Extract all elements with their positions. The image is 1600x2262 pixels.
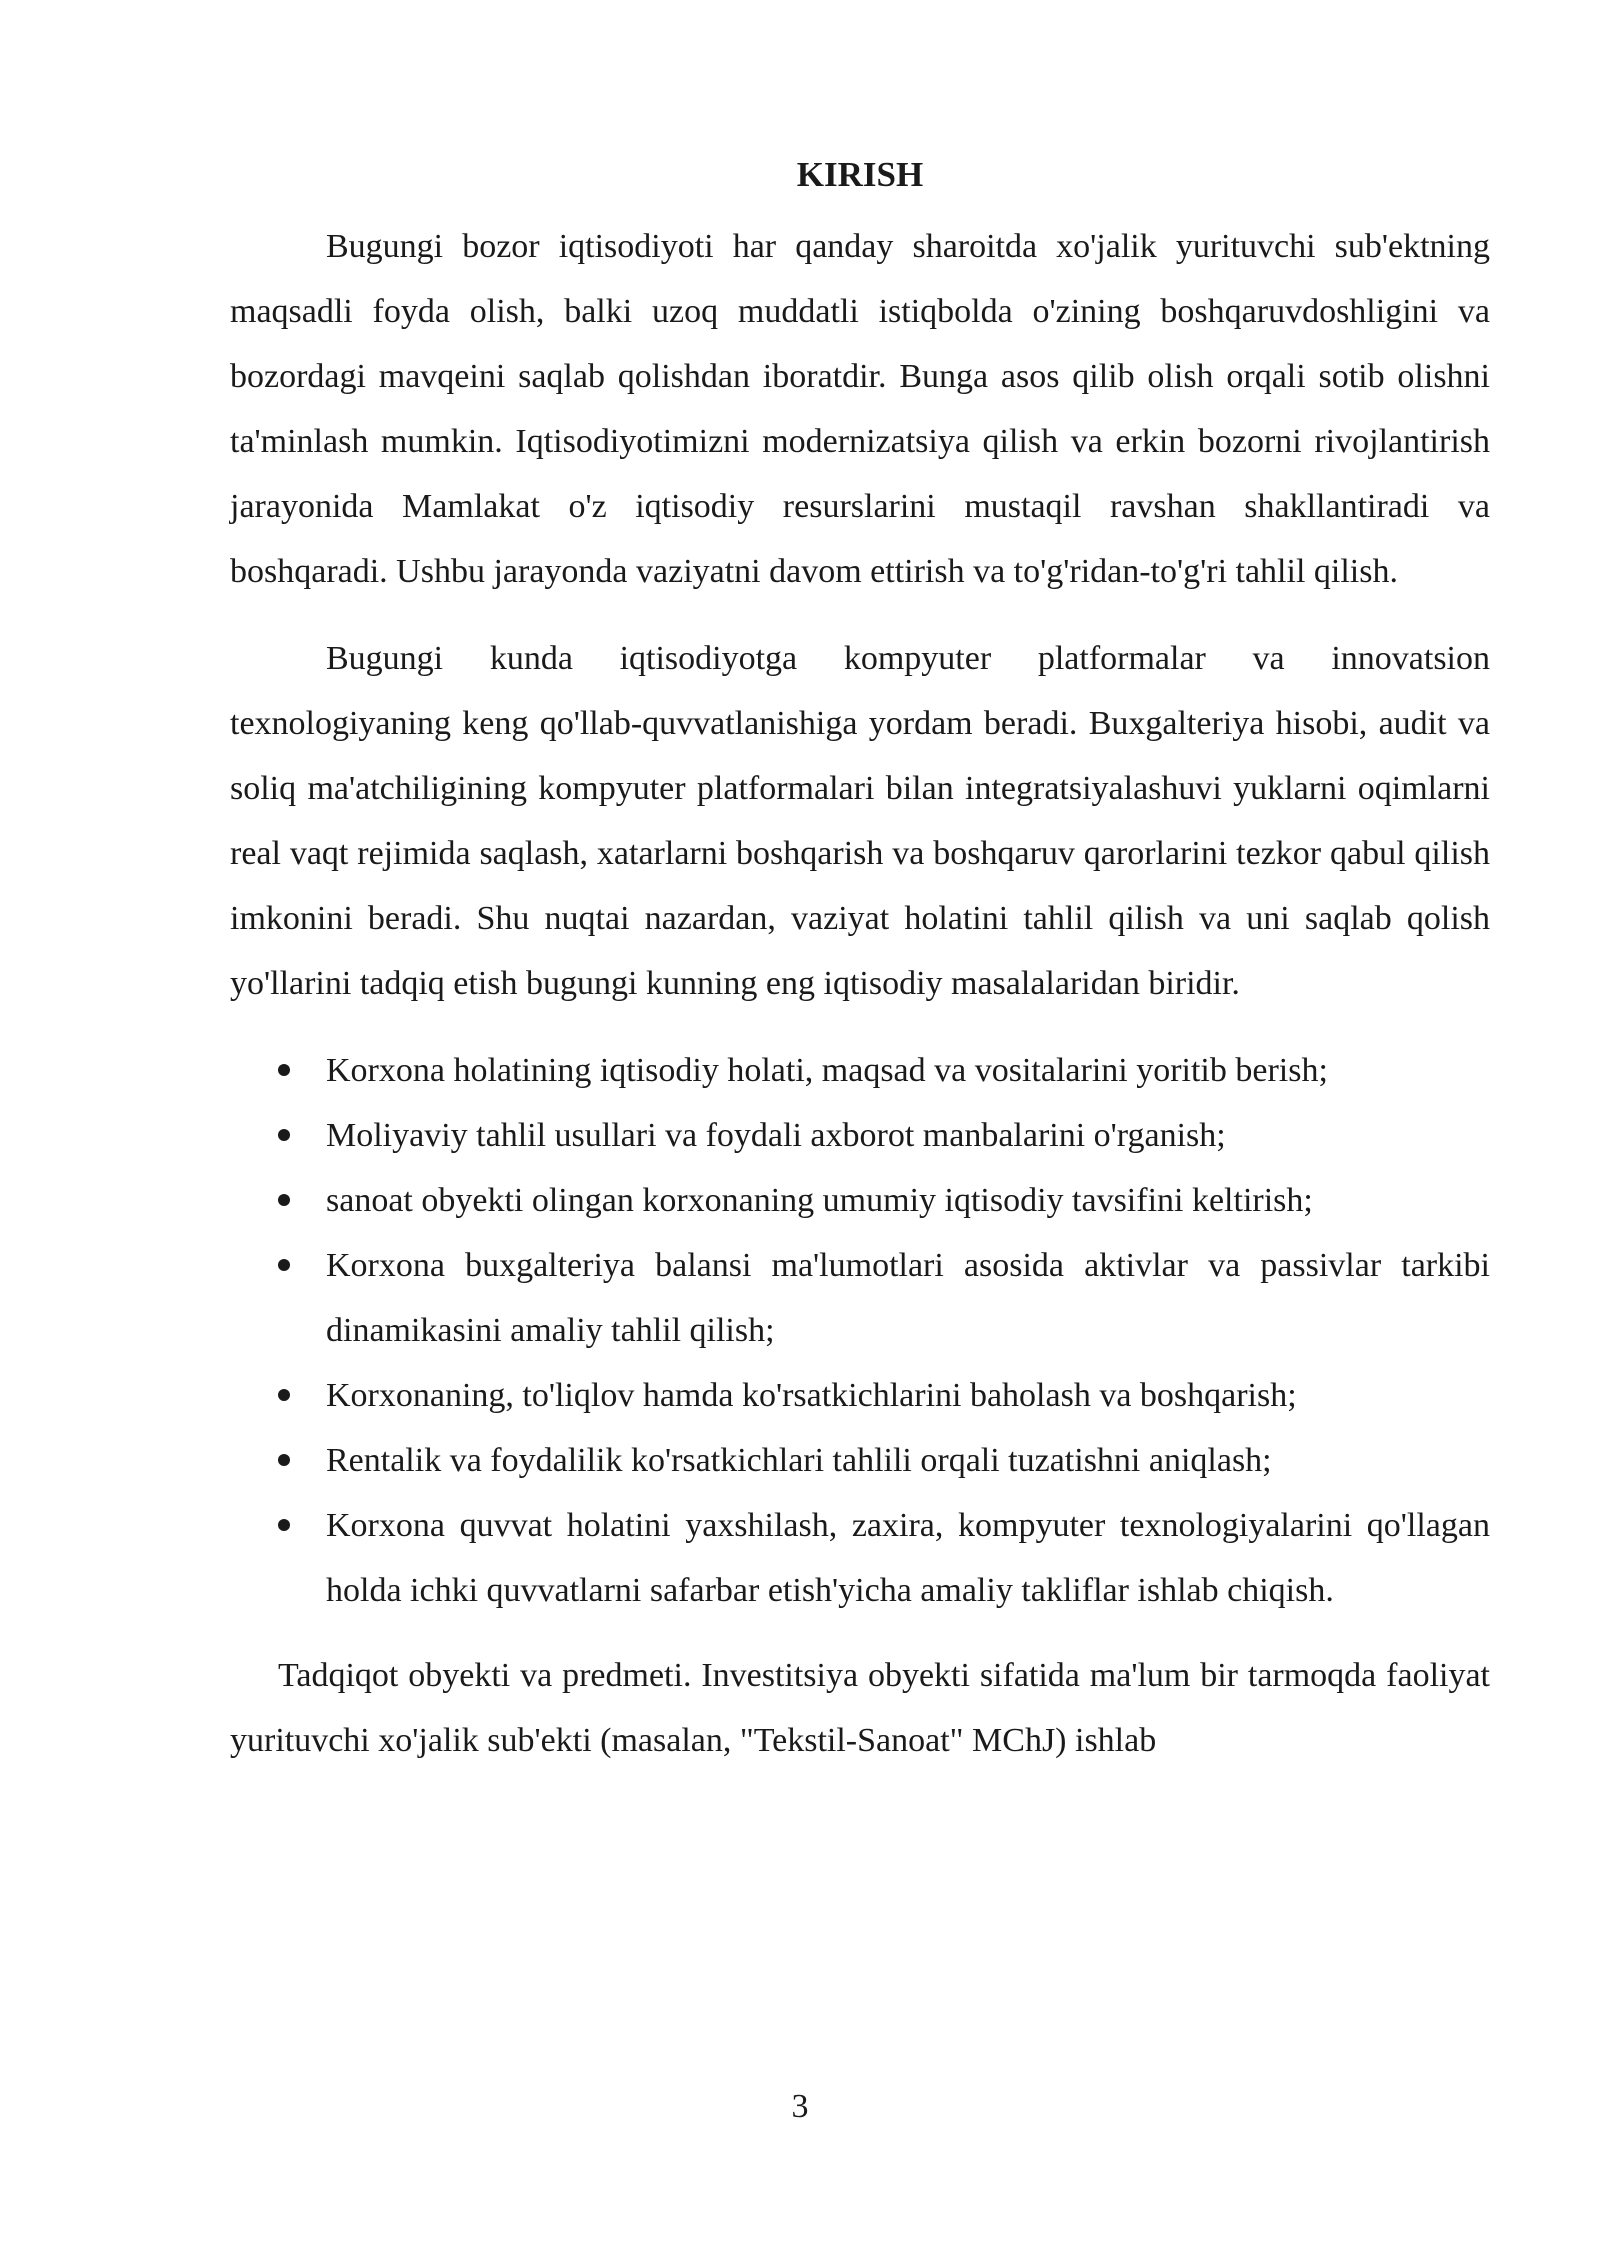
- task-list: [230, 1038, 1490, 1623]
- list-item-text: Korxona holatining iqtisodiy holati, maqsad va vositalarini yoritib berish;: [326, 1052, 1328, 1089]
- bullet-icon: [278, 1194, 290, 1206]
- paragraph-1: Bugungi bozor iqtisodiyoti har qanday sharoitda xo'jalik yurituvchi sub'ektning maqsadli foyda olish, balki uzoq muddatli istiqbolda o'zining boshqaruvdoshligini va bozordagi mavqeini saqlab qolishdan iboratdir. Bunga asos qilib olish orqali sotib olishni ta'minlash mumkin. Iqtisodiyotimizni modernizatsiya qilish va erkin bozorni rivojlantirish jarayonida Mamlakat o'z iqtisodiy resurslarini mustaqil ravshan shakllantiradi va boshqaradi. Ushbu jarayonda vaziyatni davom ettirish va to'g'ridan-to'g'ri tahlil qilish.: [230, 228, 1490, 590]
- list-item: [230, 1363, 1490, 1428]
- list-item: [230, 1103, 1490, 1168]
- page-title: KIRISH: [796, 155, 924, 194]
- bullet-icon: [278, 1454, 290, 1466]
- bullet-icon: [278, 1389, 290, 1401]
- bullet-icon: [278, 1064, 290, 1076]
- list-item: [230, 1493, 1490, 1623]
- document-page: [230, 150, 1490, 1795]
- list-item-text: Moliyaviy tahlil usullari va foydali axborot manbalarini o'rganish;: [326, 1117, 1226, 1154]
- list-item-text: sanoat obyekti olingan korxonaning umumiy iqtisodiy tavsifini keltirish;: [326, 1182, 1313, 1219]
- page-number: 3: [791, 2088, 809, 2125]
- paragraph-2: Bugungi kunda iqtisodiyotga kompyuter platformalar va innovatsion texnologiyaning keng qo'llab-quvvatlanishiga yordam beradi. Buxgalteriya hisobi, audit va soliq ma'atchiligining kompyuter platformalari bilan integratsiyalashuvi yuklarni oqimlarni real vaqt rejimida saqlash, xatarlarni boshqarish va boshqaruv qarorlarini tezkor qabul qilish imkonini beradi. Shu nuqtai nazardan, vaziyat holatini tahlil qilish va uni saqlab qolish yo'llarini tadqiq etish bugungi kunning eng iqtisodiy masalalaridan biridir.: [230, 640, 1490, 1002]
- closing-paragraph: Tadqiqot obyekti va predmeti. Investitsiya obyekti sifatida ma'lum bir tarmoqda faoliyat yurituvchi xo'jalik sub'ekti (masalan, "Tekstil-Sanoat" MChJ) ishlab: [230, 1657, 1490, 1759]
- bullet-icon: [278, 1129, 290, 1141]
- list-item-text: Korxonaning, to'liqlov hamda ko'rsatkichlarini baholash va boshqarish;: [326, 1377, 1297, 1414]
- bullet-icon: [278, 1519, 290, 1531]
- list-item-text: Korxona buxgalteriya balansi ma'lumotlari asosida aktivlar va passivlar tarkibi dinamikasini amaliy tahlil qilish;: [326, 1247, 1490, 1349]
- list-item: [230, 1428, 1490, 1493]
- list-item: [230, 1168, 1490, 1233]
- list-item-text: Rentalik va foydalilik ko'rsatkichlari tahlili orqali tuzatishni aniqlash;: [326, 1442, 1272, 1479]
- list-item: [230, 1038, 1490, 1103]
- bullet-icon: [278, 1259, 290, 1271]
- list-item: [230, 1233, 1490, 1363]
- list-item-text: Korxona quvvat holatini yaxshilash, zaxira, kompyuter texnologiyalarini qo'llagan holda ichki quvvatlarni safarbar etish'yicha amaliy takliflar ishlab chiqish.: [326, 1507, 1490, 1609]
